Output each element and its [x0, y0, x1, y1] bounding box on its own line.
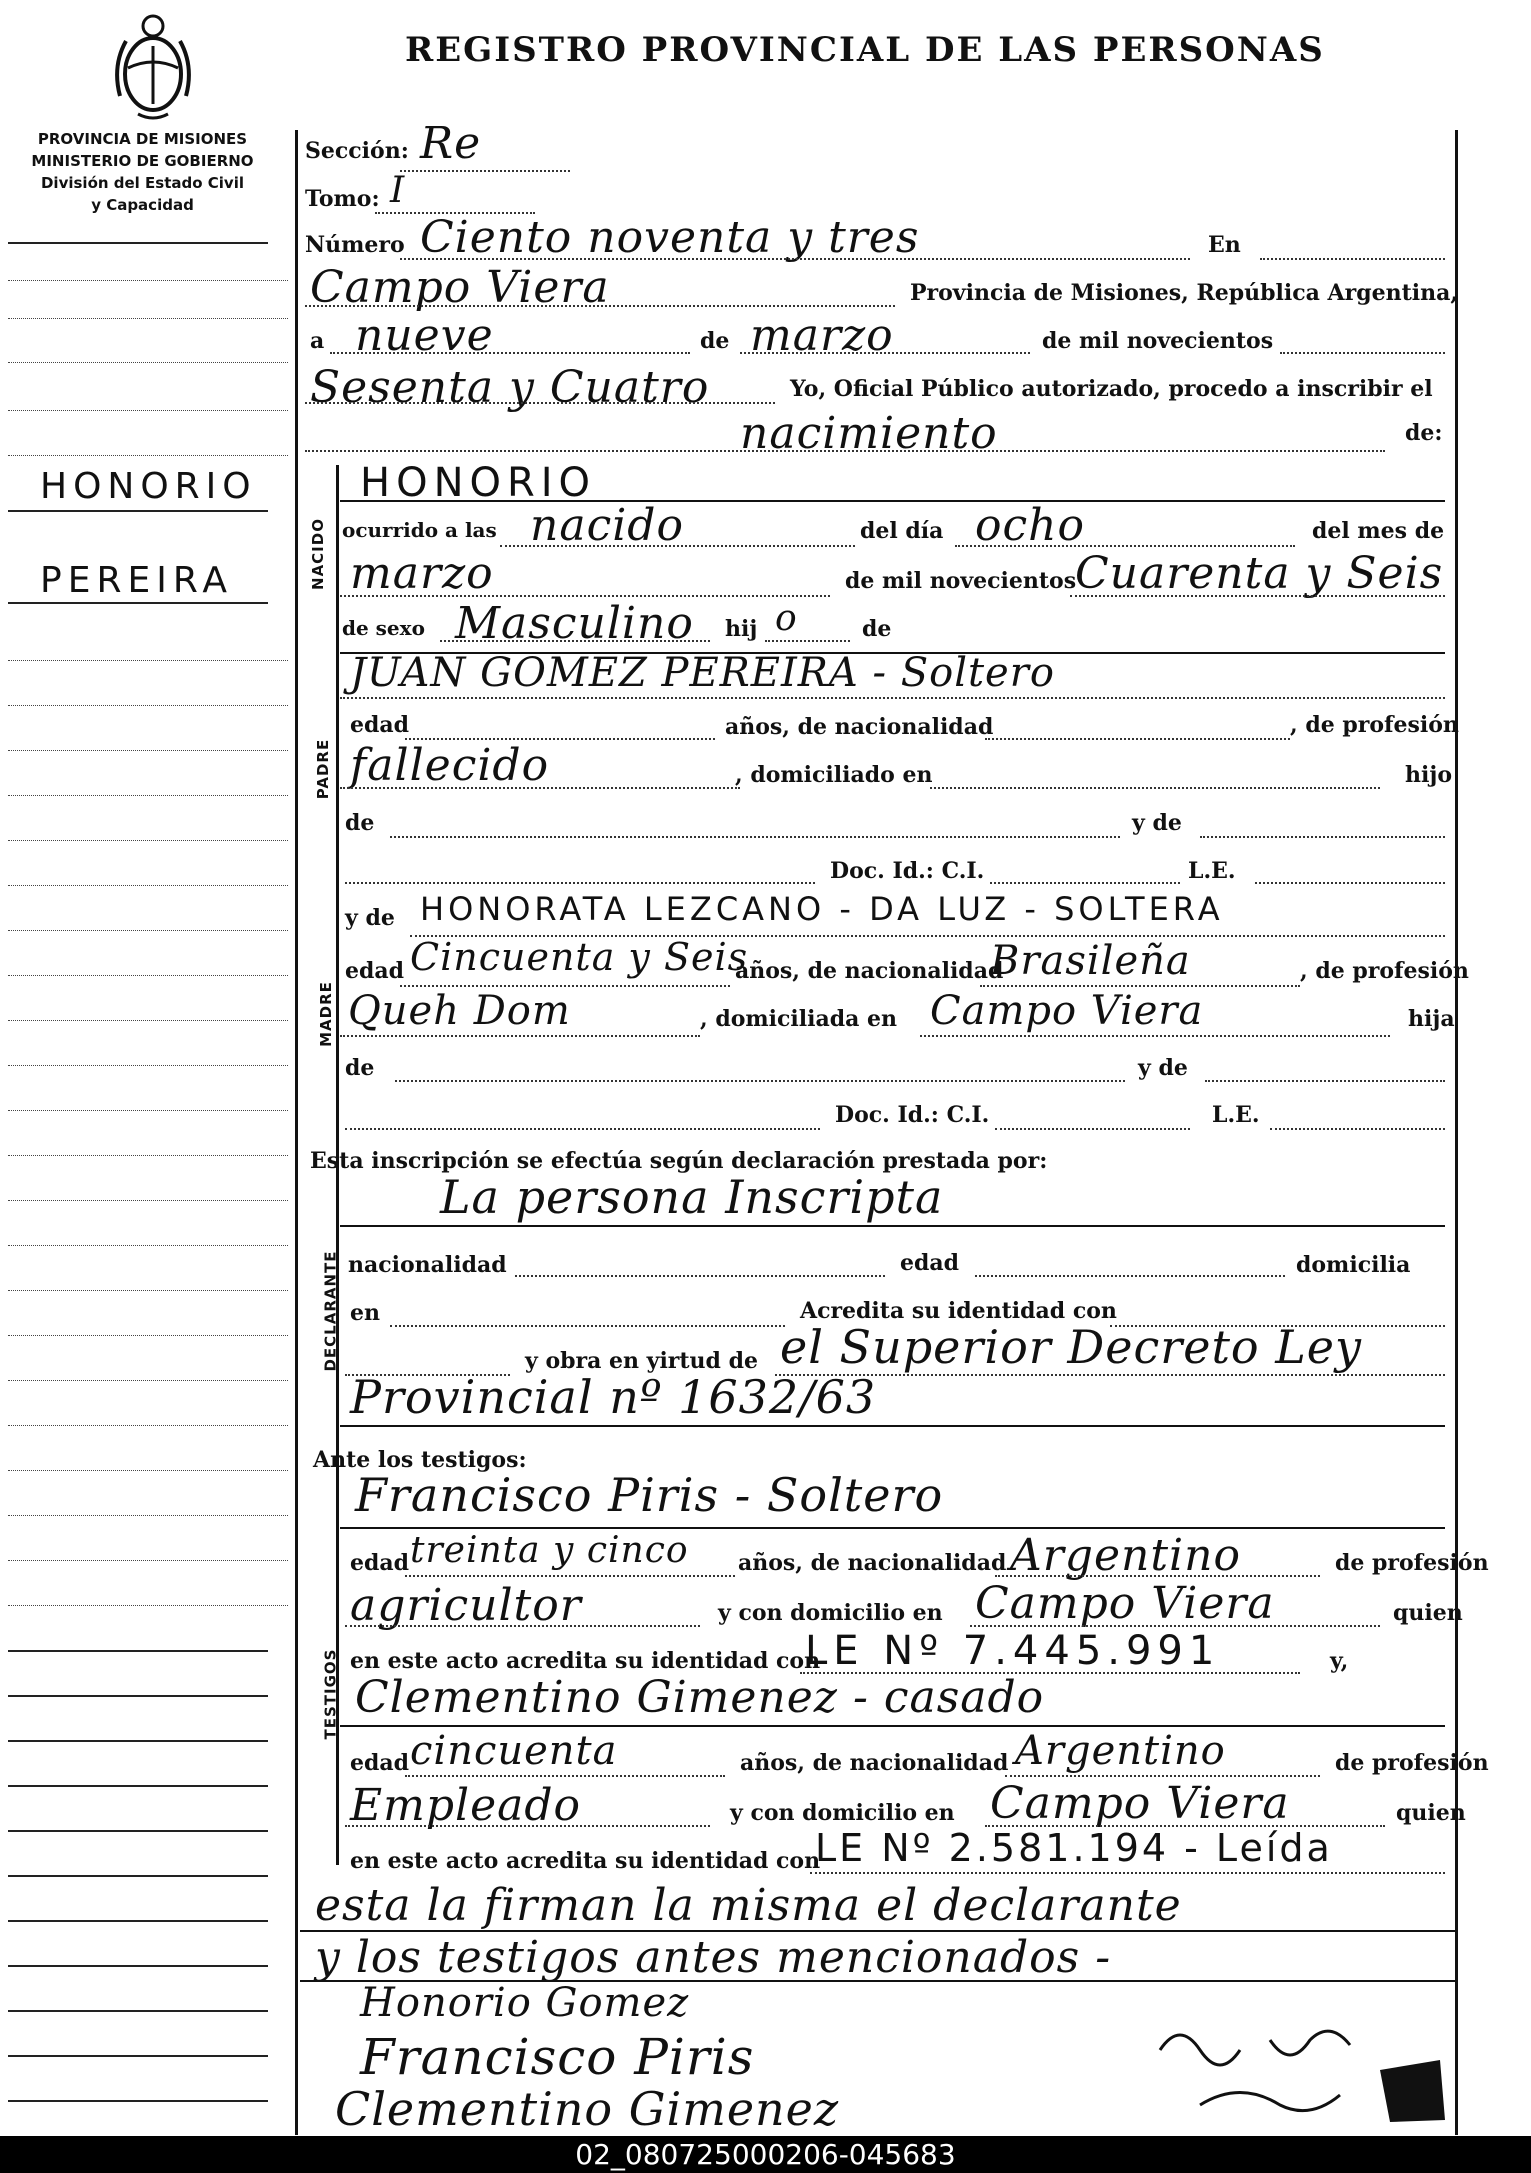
frame-right-line: [1455, 130, 1458, 2135]
margin-line: [8, 1020, 288, 1021]
value-madre-edad: Cincuenta y Seis: [410, 935, 749, 979]
field-line: [340, 787, 740, 789]
field-line: [340, 595, 830, 597]
field-line: [305, 450, 1385, 452]
field-line: [1005, 1775, 1320, 1777]
official-signature-scribble: [1140, 2010, 1450, 2130]
section-label-madre: MADRE: [316, 981, 335, 1047]
label-testigos: Ante los testigos:: [313, 1447, 527, 1473]
label-edad-padre: edad: [350, 712, 410, 738]
margin-line: [8, 362, 288, 363]
value-padre: JUAN GOMEZ PEREIRA - Soltero: [350, 650, 1055, 696]
margin-line: [8, 750, 288, 751]
value-t1-edad: treinta y cinco: [410, 1530, 689, 1571]
section-label-testigos: TESTIGOS: [321, 1648, 340, 1740]
value-hij-suffix: o: [775, 598, 798, 639]
label-oficial: Yo, Oficial Público autorizado, procedo a inscribir el: [790, 376, 1433, 402]
margin-line: [8, 1560, 288, 1561]
label-anios-padre: años, de nacionalidad: [725, 714, 994, 740]
margin-given-name: HONORIO: [40, 466, 257, 507]
margin-line: [8, 1200, 288, 1201]
label-acredita: Acredita su identidad con: [800, 1298, 1117, 1324]
value-hora: nacido: [530, 500, 684, 551]
value-nombre: HONORIO: [360, 460, 597, 506]
value-padre-estado: fallecido: [350, 740, 550, 791]
field-line: [440, 640, 710, 642]
label-doc-padre: Doc. Id.: C.I.: [830, 858, 985, 884]
signature-1: Honorio Gomez: [360, 1980, 690, 2026]
label-del-dia: del día: [860, 518, 944, 544]
label-y-de-madre: y de: [345, 905, 395, 931]
margin-line: [8, 1380, 288, 1381]
margin-line: [8, 242, 268, 244]
section-label-declarante: DECLARANTE: [321, 1250, 340, 1372]
field-line: [345, 1825, 710, 1827]
ministry-line: División del Estado Civil: [40, 174, 244, 192]
label-domicilia: domicilia: [1296, 1252, 1411, 1278]
section-label-nacido: NACIDO: [308, 518, 327, 590]
ministry-line: y Capacidad: [91, 196, 194, 214]
margin-line: [8, 795, 288, 796]
label-acto-t1: en este acto acredita su identidad con: [350, 1648, 821, 1674]
field-line: [305, 305, 895, 307]
label-profesion-padre: , de profesión: [1290, 712, 1459, 738]
margin-line: [8, 1695, 268, 1697]
field-line: [930, 787, 1380, 789]
value-cierre2: y los testigos antes mencionados -: [315, 1932, 1112, 1983]
margin-line: [8, 1515, 288, 1516]
margin-line: [8, 455, 288, 456]
margin-line: [8, 1650, 268, 1652]
value-madre-dom: Campo Viera: [930, 988, 1204, 1034]
label-seccion: Sección:: [305, 138, 409, 164]
label-le-madre: L.E.: [1212, 1102, 1260, 1128]
margin-line: [8, 2010, 268, 2012]
field-line: [985, 738, 1290, 740]
value-t2-doc: LE Nº 2.581.194 - Leída: [815, 1826, 1333, 1870]
label-nacionalidad-decl: nacionalidad: [348, 1252, 507, 1278]
signature-2: Francisco Piris: [360, 2028, 755, 2086]
margin-line: [8, 1425, 288, 1426]
ministry-block: [10, 128, 275, 216]
frame-left-line: [295, 130, 298, 2135]
label-de: de: [700, 328, 730, 354]
field-line: [340, 1527, 1445, 1529]
value-t1-prof: agricultor: [350, 1580, 582, 1631]
margin-line: [8, 1875, 268, 1877]
margin-line: [8, 975, 288, 976]
value-tomo: I: [390, 170, 406, 211]
label-de2: de: [862, 616, 892, 642]
margin-line: [8, 1740, 268, 1742]
ministry-line: MINISTERIO DE GOBIERNO: [31, 152, 254, 170]
field-line: [390, 836, 1120, 838]
value-t1-dom: Campo Viera: [975, 1578, 1275, 1629]
label-profesion-madre: , de profesión: [1300, 958, 1469, 984]
value-mes: marzo: [750, 310, 894, 361]
field-line: [400, 985, 730, 987]
label-quien-t2: quien: [1396, 1800, 1466, 1826]
margin-line: [8, 410, 288, 411]
value-virtud2: Provincial nº 1632/63: [350, 1370, 877, 1424]
label-hijo: hijo: [1405, 762, 1452, 788]
margin-line: [8, 318, 288, 319]
value-t2-nombre: Clementino Gimenez - casado: [355, 1672, 1045, 1723]
label-domiciliado: , domiciliado en: [735, 762, 933, 788]
value-t1-doc: LE Nº 7.445.991: [805, 1628, 1221, 1674]
margin-line: [8, 1335, 288, 1336]
label-con-domicilio-t1: y con domicilio en: [718, 1600, 943, 1626]
label-obra: y obra en yirtud de: [525, 1348, 758, 1374]
label-anios-t2: años, de nacionalidad: [740, 1750, 1009, 1776]
value-t2-edad: cincuenta: [410, 1728, 618, 1774]
label-mil2: de mil novecientos: [845, 568, 1077, 594]
margin-line: [8, 1605, 288, 1606]
margin-line: [8, 1920, 268, 1922]
label-del-mes: del mes de: [1312, 518, 1445, 544]
field-line: [515, 1275, 885, 1277]
label-domiciliada: , domiciliada en: [700, 1006, 898, 1032]
label-provincia: Provincia de Misiones, República Argentina,: [910, 280, 1459, 306]
value-t1-nac: Argentino: [1010, 1530, 1241, 1581]
field-line: [1260, 258, 1445, 260]
field-line: [995, 1575, 1320, 1577]
value-t2-dom: Campo Viera: [990, 1778, 1290, 1829]
margin-line: [8, 280, 288, 281]
field-line: [400, 170, 570, 172]
field-line: [340, 1035, 700, 1037]
margin-line: [8, 1065, 288, 1066]
ministry-line: PROVINCIA DE MISIONES: [37, 130, 248, 148]
value-cierre1: esta la firman la misma el declarante: [315, 1880, 1182, 1931]
margin-line: [8, 930, 288, 931]
label-sexo: de sexo: [342, 616, 425, 640]
testigos-bracket-line: [336, 1470, 339, 1865]
value-numero: Ciento noventa y tres: [420, 212, 920, 263]
label-tomo: Tomo:: [305, 186, 380, 212]
field-line: [500, 545, 855, 547]
field-line: [340, 1425, 1445, 1427]
label-en-decl: en: [350, 1300, 380, 1326]
field-line: [975, 1275, 1285, 1277]
label-hija: hija: [1408, 1006, 1455, 1032]
margin-line: [8, 1965, 268, 1967]
field-line: [990, 882, 1180, 884]
field-line: [345, 1128, 820, 1130]
value-anio: Sesenta y Cuatro: [310, 362, 710, 413]
field-line: [340, 500, 1445, 502]
value-dia: nueve: [355, 310, 494, 361]
field-line: [765, 640, 850, 642]
margin-line: [8, 2100, 268, 2102]
value-anio-nac: Cuarenta y Seis: [1075, 548, 1444, 599]
margin-line: [8, 1110, 288, 1111]
field-line: [1070, 595, 1445, 597]
value-mes-nac: marzo: [350, 548, 494, 599]
field-line: [980, 985, 1300, 987]
label-de-padre: de: [345, 810, 375, 836]
field-line: [330, 352, 690, 354]
label-quien-t1: quien: [1393, 1600, 1463, 1626]
margin-line: [8, 660, 288, 661]
field-line: [1200, 836, 1445, 838]
field-line: [970, 1625, 1380, 1627]
margin-line: [8, 1830, 268, 1832]
field-line: [995, 1128, 1190, 1130]
field-line: [920, 1035, 1390, 1037]
label-edad-t2: edad: [350, 1750, 410, 1776]
label-anios-madre: años, de nacionalidad: [735, 958, 1004, 984]
value-lugar: Campo Viera: [310, 262, 610, 313]
field-line: [1280, 352, 1445, 354]
label-numero: Número: [305, 232, 405, 258]
document-title: REGISTRO PROVINCIAL DE LAS PERSONAS: [405, 30, 1325, 70]
field-line: [345, 1625, 700, 1627]
margin-line: [8, 510, 268, 512]
value-sexo: Masculino: [455, 598, 694, 649]
field-line: [400, 258, 1190, 260]
label-edad-t1: edad: [350, 1550, 410, 1576]
label-le-padre: L.E.: [1188, 858, 1236, 884]
field-line: [305, 402, 775, 404]
field-line: [1205, 1080, 1445, 1082]
field-line: [1270, 1128, 1445, 1130]
value-seccion: Re: [420, 118, 482, 169]
field-line: [345, 882, 815, 884]
field-line: [390, 1325, 785, 1327]
label-y-t1: y,: [1330, 1648, 1349, 1674]
margin-line: [8, 840, 288, 841]
margin-surname: PEREIRA: [40, 560, 234, 601]
field-line: [405, 1775, 725, 1777]
field-line: [395, 1080, 1125, 1082]
value-declarante: La persona Inscripta: [440, 1170, 944, 1224]
field-line: [405, 1575, 735, 1577]
field-line: [955, 545, 1295, 547]
label-edad-madre: edad: [345, 958, 405, 984]
coat-of-arms-emblem: [108, 6, 198, 126]
label-en: En: [1208, 232, 1241, 258]
value-madre: HONORATA LEZCANO - DA LUZ - SOLTERA: [420, 890, 1224, 928]
field-line: [340, 697, 1445, 699]
label-a: a: [310, 328, 325, 354]
value-madre-prof: Queh Dom: [348, 988, 571, 1034]
field-line: [740, 352, 1030, 354]
label-acto-t2: en este acto acredita su identidad con: [350, 1848, 821, 1874]
margin-line: [8, 1290, 288, 1291]
section-label-padre: PADRE: [314, 738, 333, 800]
label-de-colon: de:: [1405, 420, 1443, 446]
field-line: [340, 1225, 1445, 1227]
value-acto: nacimiento: [740, 408, 998, 459]
value-dia-nac: ocho: [975, 500, 1085, 551]
label-edad-decl: edad: [900, 1250, 960, 1276]
label-hij: hij: [725, 616, 758, 642]
value-madre-nac: Brasileña: [990, 938, 1191, 984]
label-de-madre: de: [345, 1055, 375, 1081]
field-line: [1255, 882, 1445, 884]
value-t1-nombre: Francisco Piris - Soltero: [355, 1468, 944, 1522]
label-doc-madre: Doc. Id.: C.I.: [835, 1102, 990, 1128]
label-anios-t1: años, de nacionalidad: [738, 1550, 1007, 1576]
label-y-de-madre2: y de: [1138, 1055, 1188, 1081]
margin-line: [8, 1155, 288, 1156]
field-line: [340, 1725, 1445, 1727]
document-id-footer: 02_080725000206-045683: [0, 2136, 1531, 2173]
margin-line: [8, 705, 288, 706]
margin-line: [8, 602, 268, 604]
label-con-domicilio-t2: y con domicilio en: [730, 1800, 955, 1826]
signature-3: Clementino Gimenez: [335, 2082, 840, 2136]
field-line: [810, 1872, 1445, 1874]
margin-line: [8, 1785, 268, 1787]
margin-line: [8, 1470, 288, 1471]
margin-line: [8, 1245, 288, 1246]
label-mil: de mil novecientos: [1042, 328, 1274, 354]
margin-line: [8, 885, 288, 886]
label-profesion-t2: de profesión: [1335, 1750, 1489, 1776]
value-t2-nac: Argentino: [1015, 1728, 1226, 1774]
label-profesion-t1: de profesión: [1335, 1550, 1489, 1576]
margin-line: [8, 2055, 268, 2057]
value-virtud: el Superior Decreto Ley: [780, 1320, 1363, 1374]
value-t2-prof: Empleado: [350, 1780, 582, 1831]
label-ocurrido: ocurrido a las: [342, 518, 497, 542]
label-y-de-padre: y de: [1132, 810, 1182, 836]
label-declaracion: Esta inscripción se efectúa según declaración prestada por:: [310, 1148, 1048, 1174]
